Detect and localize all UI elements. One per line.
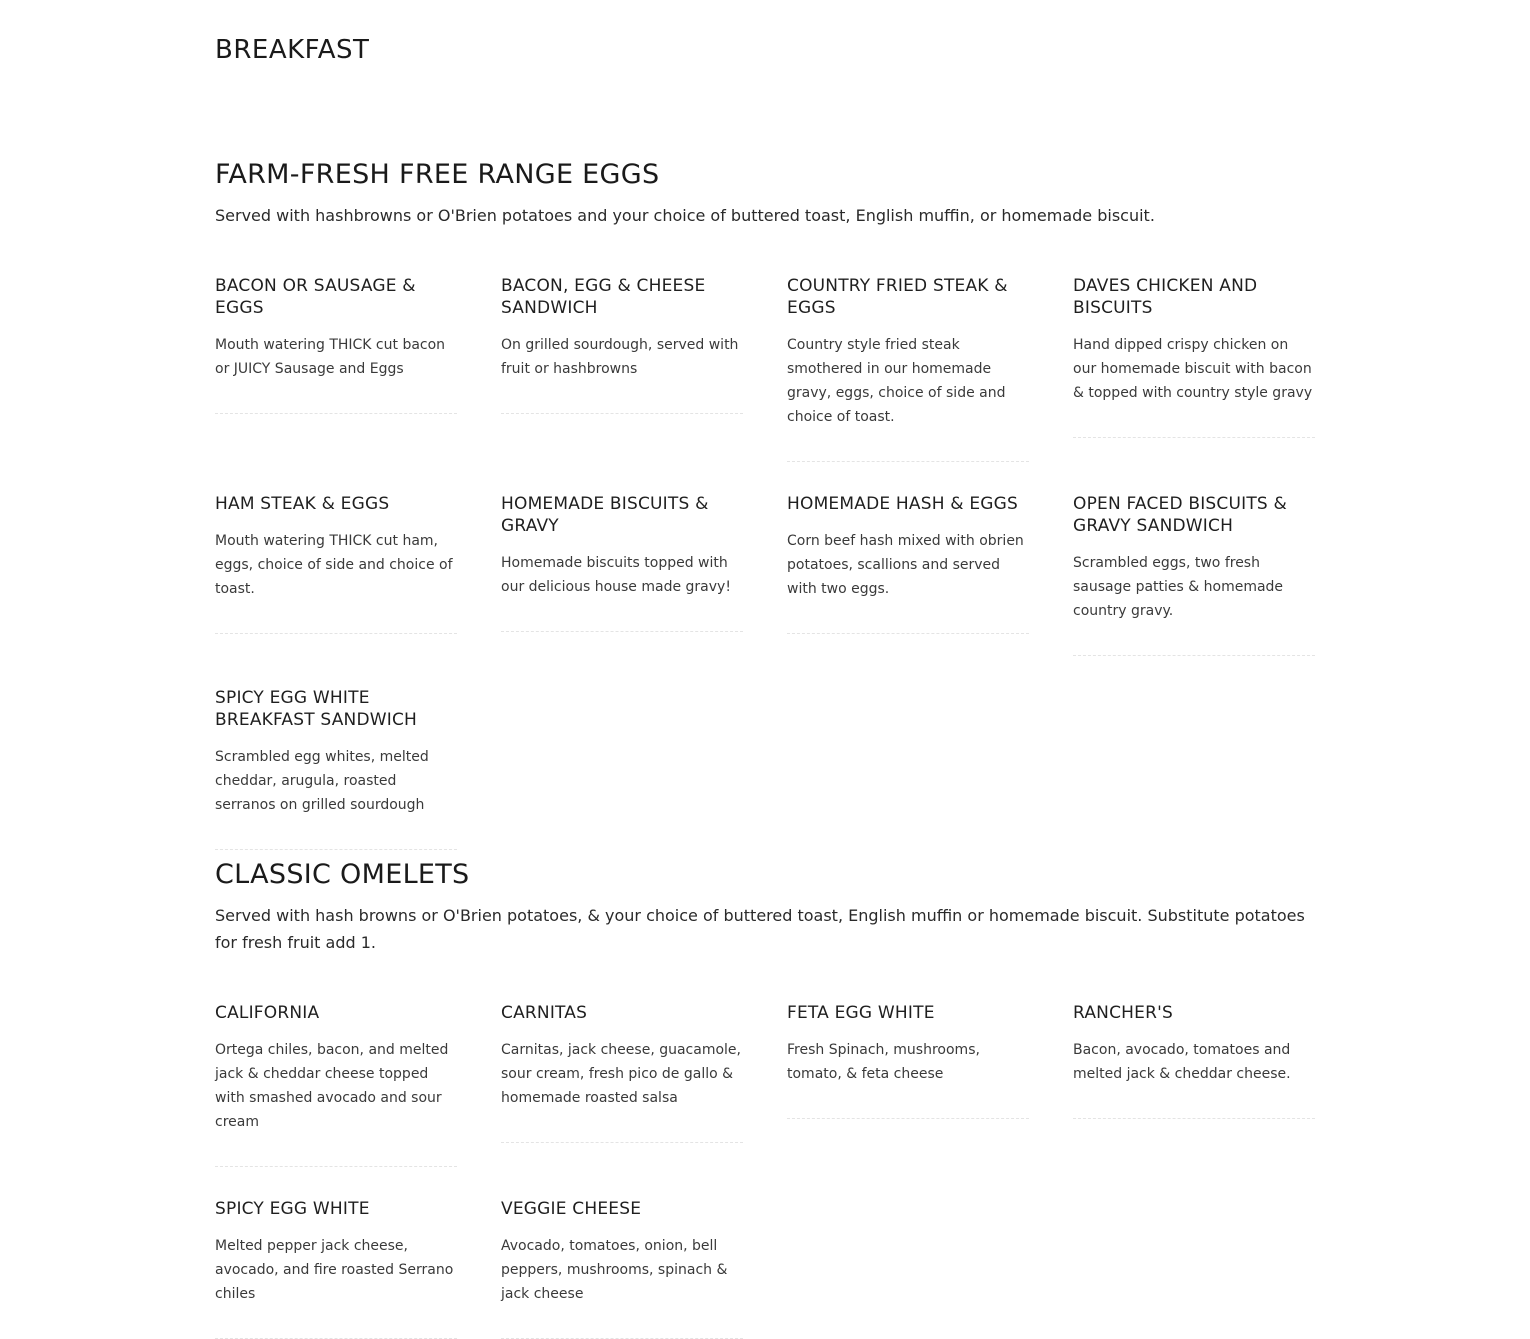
section-title: CLASSIC OMELETS <box>215 859 470 890</box>
menu-item-name: COUNTRY FRIED STEAK & EGGS <box>787 276 1008 318</box>
menu-item-name: RANCHER'S <box>1073 1003 1173 1023</box>
menu-item <box>787 275 1029 462</box>
menu-item-description: Carnitas, jack cheese, guacamole, sour cream, fresh pico de gallo & homemade roasted salsa <box>501 1042 741 1106</box>
menu-item-name: DAVES CHICKEN AND BISCUITS <box>1073 276 1258 318</box>
menu-item-name: CARNITAS <box>501 1003 588 1023</box>
menu-item-name: CALIFORNIA <box>215 1003 320 1023</box>
menu-item-name: FETA EGG WHITE <box>787 1003 935 1023</box>
menu-item-name: VEGGIE CHEESE <box>501 1199 642 1219</box>
menu-item-description: Mouth watering THICK cut bacon or JUICY Sausage and Eggs <box>215 337 446 377</box>
section-classic-omelets <box>215 858 1315 1339</box>
section-farm-fresh-eggs <box>215 158 1315 850</box>
menu-item-description: Corn beef hash mixed with obrien potatoes, scallions and served with two eggs. <box>787 533 1024 597</box>
menu-item-description: Mouth watering THICK cut ham, eggs, choice of side and choice of toast. <box>215 533 453 597</box>
section-title: FARM-FRESH FREE RANGE EGGS <box>215 159 660 190</box>
menu-item <box>787 1002 1029 1119</box>
menu-item <box>215 1198 457 1339</box>
menu-item <box>501 1198 743 1339</box>
menu-item <box>501 1002 743 1143</box>
menu-item-description: Ortega chiles, bacon, and melted jack & cheddar cheese topped with smashed avocado and sour cream <box>215 1042 449 1130</box>
menu-item-description: Fresh Spinach, mushrooms, tomato, & feta cheese <box>787 1042 980 1082</box>
menu-item-description: Avocado, tomatoes, onion, bell peppers, mushrooms, spinach & jack cheese <box>501 1238 728 1302</box>
menu-title: BREAKFAST <box>215 35 370 65</box>
menu-item-name: BACON, EGG & CHEESE SANDWICH <box>501 276 706 318</box>
menu-item <box>1073 1002 1315 1119</box>
menu-item-name: HOMEMADE HASH & EGGS <box>787 494 1019 514</box>
menu-item-description: Melted pepper jack cheese, avocado, and fire roasted Serrano chiles <box>215 1238 454 1302</box>
menu-item <box>215 1002 457 1167</box>
menu-item-name: HAM STEAK & EGGS <box>215 494 390 514</box>
menu-item <box>787 493 1029 634</box>
menu-item-description: Hand dipped crispy chicken on our homemade biscuit with bacon & topped with country style gravy <box>1073 337 1313 401</box>
menu-item <box>501 493 743 632</box>
section-description: Served with hash browns or O'Brien potatoes, & your choice of buttered toast, English muffin or homemade biscuit. Substitute potatoes for fresh fruit add 1. <box>215 906 1305 952</box>
menu-item-name: SPICY EGG WHITE BREAKFAST SANDWICH <box>215 688 418 730</box>
menu-item <box>215 687 457 850</box>
menu-item-name: OPEN FACED BISCUITS & GRAVY SANDWICH <box>1073 494 1287 536</box>
menu-item <box>1073 493 1315 656</box>
section-description: Served with hashbrowns or O'Brien potatoes and your choice of buttered toast, English muffin, or homemade biscuit. <box>215 206 1155 225</box>
menu-item-description: On grilled sourdough, served with fruit or hashbrowns <box>501 337 739 377</box>
menu-item-description: Scrambled eggs, two fresh sausage patties & homemade country gravy. <box>1073 555 1284 619</box>
menu-item <box>215 275 457 414</box>
menu-item-name: SPICY EGG WHITE <box>215 1199 370 1219</box>
menu-item-description: Bacon, avocado, tomatoes and melted jack & cheddar cheese. <box>1073 1042 1291 1082</box>
menu-item <box>1073 275 1315 438</box>
menu-item-name: BACON OR SAUSAGE & EGGS <box>215 276 416 318</box>
menu-item-description: Country style fried steak smothered in our homemade gravy, eggs, choice of side and choice of toast. <box>787 337 1006 425</box>
menu-item <box>215 493 457 634</box>
menu-item <box>501 275 743 414</box>
menu-item-grid <box>215 1002 1315 1339</box>
menu-item-grid <box>215 275 1315 850</box>
menu-item-description: Homemade biscuits topped with our delicious house made gravy! <box>501 555 731 595</box>
menu-item-description: Scrambled egg whites, melted cheddar, arugula, roasted serranos on grilled sourdough <box>215 749 429 813</box>
menu-item-name: HOMEMADE BISCUITS & GRAVY <box>501 494 709 536</box>
